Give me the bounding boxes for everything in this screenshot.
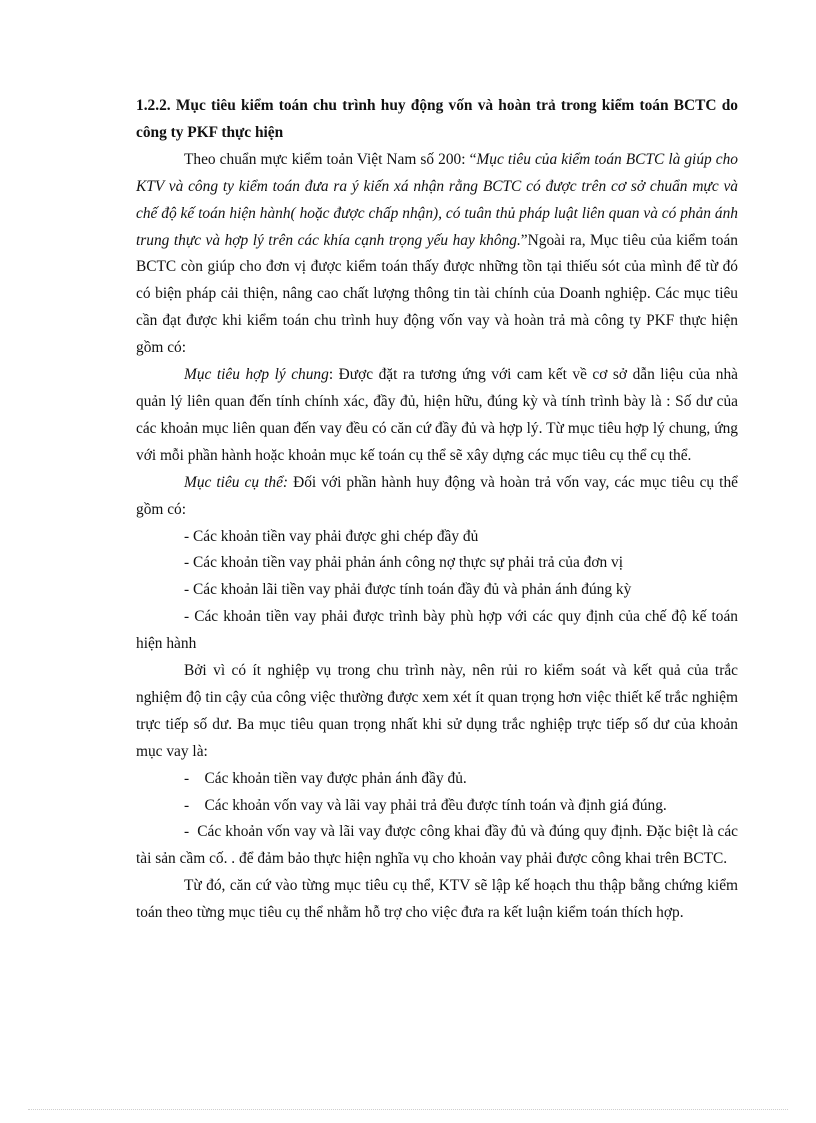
general-objective-text: : Được đặt ra tương ứng với cam kết về cơ sở dẫn liệu của nhà quản lý liên quan đến tính chính xác, đầy đủ, hiện hữu, đúng kỳ và tính trình bày là : Số dư của các khoản mục liên quan đến vay đều có căn cứ đầy đủ và hợp lý. Từ mục tiêu hợp lý chung, ứng với mỗi phần hành hoặc khoản mục kế toán cụ thể sẽ xây dựng các mục tiêu cụ thể cụ thể. xyxy=(136,366,738,464)
specific-item: - Các khoản tiền vay phải phản ánh công nợ thực sự phải trả của đơn vị xyxy=(184,554,623,572)
risk-paragraph: Bởi vì có ít nghiệp vụ trong chu trình này, nên rủi ro kiểm soát và kết quả của trắc nghiệm độ tin cậy của công việc thường được xem xét ít quan trọng hơn việc thiết kế trắc nghiệm trực tiếp số dư. Ba mục tiêu quan trọng nhất khi sử dụng trắc nghiệp trực tiếp số dư của khoản mục vay là: xyxy=(136,662,738,760)
intro-paragraph xyxy=(136,147,738,362)
intro-lead: Theo chuẩn mực kiểm toản Việt Nam số 200: “ xyxy=(184,150,477,168)
key-item: - Các khoản vốn vay và lãi vay phải trả đều được tính toán và định giá đúng. xyxy=(184,796,667,814)
page-bottom-divider xyxy=(28,1109,788,1110)
section-number: 1.2.2. xyxy=(136,97,171,114)
specific-objective-text: Đối với phần hành huy động và hoàn trả vốn vay, các mục tiêu cụ thể gồm có: xyxy=(136,473,738,518)
specific-objective-label: Mục tiêu cụ thể: xyxy=(184,473,289,491)
closing-paragraph: Từ đó, căn cứ vào từng mục tiêu cụ thể, KTV sẽ lập kế hoạch thu thập bằng chứng kiểm toán theo từng mục tiêu cụ thể nhằm hỗ trợ cho việc đưa ra kết luận kiểm toán thích hợp. xyxy=(136,877,738,922)
intro-quote: Mục tiêu của kiểm toán BCTC là giúp cho KTV và công ty kiểm toán đưa ra ý kiến xá nhận rằng BCTC có được trên cơ sở chuẩn mực và chế độ kế toán hiện hành( hoặc được chấp nhận), có tuân thủ pháp luật liên quan và có phản ánh trung thực và hợp lý trên các khía cạnh trọng yếu hay không. xyxy=(136,150,739,249)
specific-item: - Các khoản tiền vay phải được trình bày phù hợp với các quy định của chế độ kế toán hiện hành xyxy=(136,608,738,653)
specific-item: - Các khoản lãi tiền vay phải được tính toán đầy đủ và phản ánh đúng kỳ xyxy=(184,581,632,599)
section-heading xyxy=(136,93,738,147)
general-objective-label: Mục tiêu hợp lý chung xyxy=(184,366,329,384)
document-body xyxy=(136,93,742,927)
general-objective-paragraph xyxy=(136,362,738,470)
specific-item: - Các khoản tiền vay phải được ghi chép đầy đủ xyxy=(184,527,479,545)
key-item: - Các khoản tiền vay được phản ánh đầy đủ. xyxy=(184,769,467,787)
specific-objective-paragraph xyxy=(136,470,738,524)
section-title: Mục tiêu kiểm toán chu trình huy động vốn và hoàn trả trong kiểm toán BCTC do công ty PKF thực hiện xyxy=(136,97,738,141)
key-item: - Các khoản vốn vay và lãi vay được công khai đầy đủ và đúng quy định. Đặc biệt là các tài sản cầm cố. . để đảm bảo thực hiện nghĩa vụ cho khoản vay phải được công khai trên BCTC. xyxy=(136,823,742,868)
intro-rest: ”Ngoài ra, Mục tiêu của kiểm toán BCTC còn giúp cho đơn vị được kiểm toán thấy được những tồn tại thiếu sót của mình để từ đó có biện pháp cải thiện, nâng cao chất lượng thông tin tài chính của Doanh nghiệp. Các mục tiêu cần đạt được khi kiểm toán chu trình huy động vốn vay và hoàn trả mà công ty PKF thực hiện gồm có: xyxy=(136,231,738,357)
